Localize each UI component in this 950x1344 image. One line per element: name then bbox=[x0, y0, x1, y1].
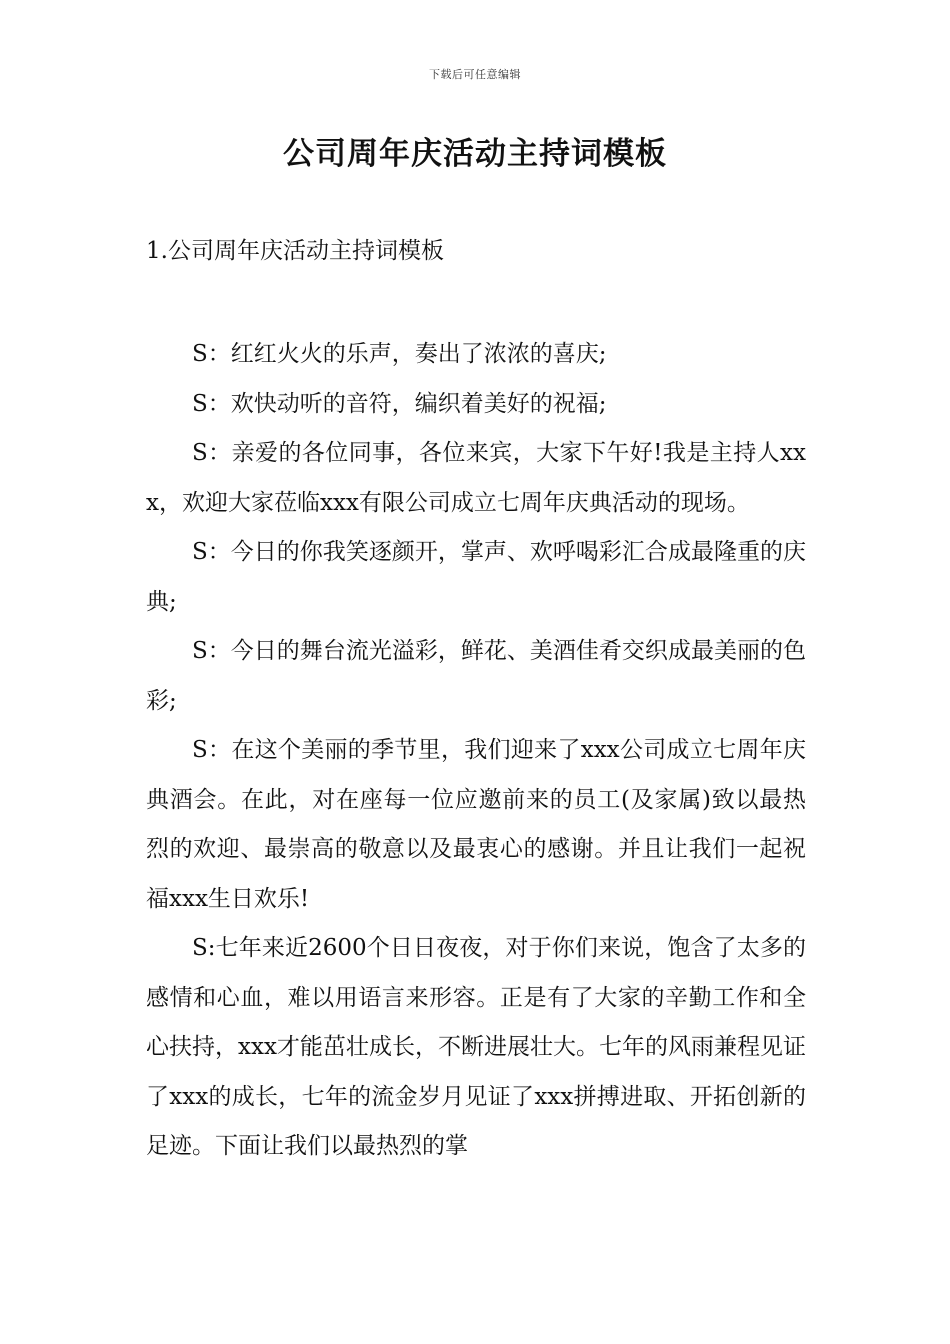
document-body bbox=[146, 330, 806, 1172]
paragraph: S：在这个美丽的季节里，我们迎来了xxx公司成立七周年庆典酒会。在此，对在座每一位应邀前来的员工(及家属)致以最热烈的欢迎、最崇高的敬意以及最衷心的感谢。并且让我们一起祝福xxx生日欢乐! bbox=[146, 737, 806, 912]
paragraph: S：今日的舞台流光溢彩，鲜花、美酒佳肴交织成最美丽的色彩; bbox=[146, 638, 806, 714]
header-note: 下载后可任意编辑 bbox=[429, 68, 521, 81]
paragraph: S：红红火火的乐声，奏出了浓浓的喜庆; bbox=[192, 341, 607, 367]
paragraph: S:七年来近2600个日日夜夜，对于你们来说，饱含了太多的感情和心血，难以用语言来形容。正是有了大家的辛勤工作和全心扶持，xxx才能茁壮成长，不断进展壮大。七年的风雨兼程见证了xxx的成长，七年的流金岁月见证了xxx拼搏进取、开拓创新的足迹。下面让我们以最热烈的掌 bbox=[146, 935, 806, 1159]
paragraph: S：今日的你我笑逐颜开，掌声、欢呼喝彩汇合成最隆重的庆典; bbox=[146, 539, 806, 615]
section-heading: 1.公司周年庆活动主持词模板 bbox=[146, 238, 444, 264]
document-title: 公司周年庆活动主持词模板 bbox=[283, 136, 667, 172]
paragraph: S：亲爱的各位同事，各位来宾，大家下午好!我是主持人xxx，欢迎大家莅临xxx有限公司成立七周年庆典活动的现场。 bbox=[146, 440, 806, 516]
paragraph: S：欢快动听的音符，编织着美好的祝福; bbox=[192, 390, 607, 417]
